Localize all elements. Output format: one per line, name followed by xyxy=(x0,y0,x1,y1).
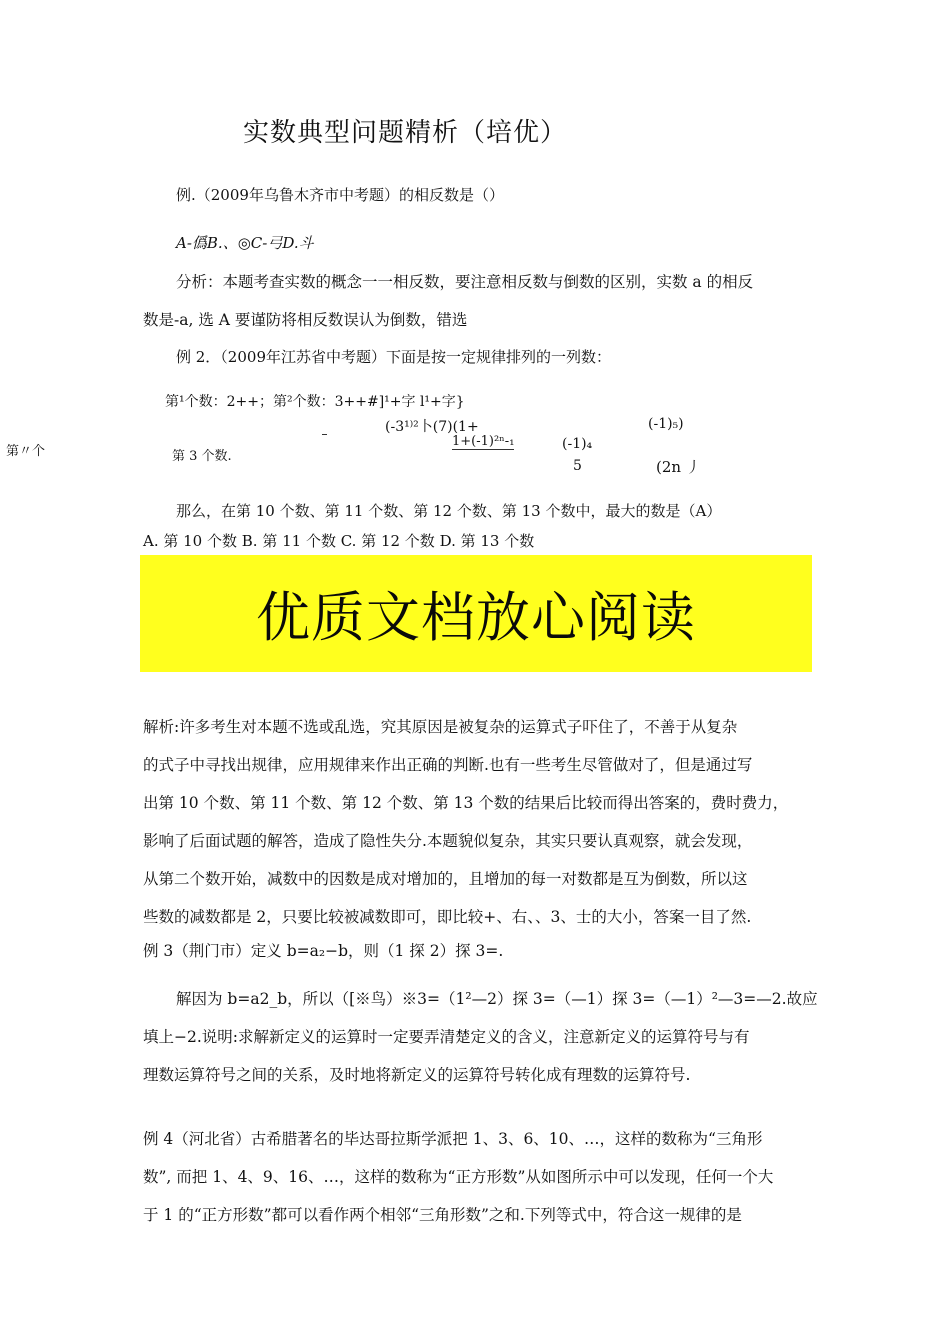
formula-fragment: (2n 丿 xyxy=(656,458,701,476)
example-2-choices: A. 第 10 个数 B. 第 11 个数 C. 第 12 个数 D. 第 13 个数 xyxy=(143,532,535,550)
banner-text: 优质文档放心阅读 xyxy=(256,586,696,649)
minus-sign xyxy=(322,434,327,435)
ex3-solution-line: 解因为 b=a2_b，所以（[※鸟）※3=（1²—2）探 3=（—1）探 3=（—1）²—3=—2.故应 xyxy=(176,990,818,1008)
quality-banner xyxy=(140,555,812,672)
ex4-line: 例 4（河北省）古希腊著名的毕达哥拉斯学派把 1、3、6、10、…，这样的数称为“三角形 xyxy=(143,1130,763,1148)
formula-fragment: (-3¹⁾²卜(7)(1+ xyxy=(385,419,479,435)
formula-fragment: 5 xyxy=(573,458,582,474)
solution-paragraph xyxy=(143,708,815,966)
example-3-solution xyxy=(143,980,818,1094)
sequence-line-1: 第¹个数：2++；第²个数：3++#]¹+字 l¹+字} xyxy=(165,394,465,410)
solution-line: 些数的减数都是 2，只要比较被减数即可，即比较+、右、、3、士的大小，答案一目了然. xyxy=(143,908,752,926)
example-1-question: 例.（2009年乌鲁木齐市中考题）的相反数是（） xyxy=(176,186,504,204)
example-3-question: 例 3（荆门市）定义 b=a₂−b，则（1 探 2）探 3=. xyxy=(143,942,504,960)
example-2-conclusion: 那么，在第 10 个数、第 11 个数、第 12 个数、第 13 个数中，最大的数是（A） xyxy=(176,502,722,520)
ex4-line: 数”, 而把 1、4、9、16、…，这样的数称为“正方形数”从如图所示中可以发现，任何一个大 xyxy=(143,1168,774,1186)
page-title: 实数典型问题精析（培优） xyxy=(243,118,568,148)
third-number-label: 第 3 个数. xyxy=(172,449,232,464)
solution-line: 的式子中寻找出规律，应用规律来作出正确的判断.也有一些考生尽管做对了，但是通过写 xyxy=(143,756,753,774)
example-4-paragraph xyxy=(143,1120,815,1234)
formula-fragment: (-1)₅) xyxy=(648,416,684,432)
analysis-line: 数是-a, 选 A 要谨防将相反数误认为倒数，错选 xyxy=(143,311,468,329)
solution-line: 从第二个数开始，减数中的因数是成对增加的，且增加的每一对数都是互为倒数，所以这 xyxy=(143,870,748,888)
ex3-solution-line: 理数运算符号之间的关系，及时地将新定义的运算符号转化成有理数的运算符号. xyxy=(143,1066,691,1084)
example-1-options: A-僞B.、◎C-弓D.斗 xyxy=(176,234,314,252)
ex4-line: 于 1 的“正方形数”都可以看作两个相邻“三角形数”之和.下列等式中，符合这一规律的是 xyxy=(143,1206,742,1224)
analysis-line: 分析：本题考查实数的概念一一相反数，要注意相反数与倒数的区别，实数 a 的相反 xyxy=(176,273,754,291)
solution-line: 影响了后面试题的解答，造成了隐性失分.本题貌似复杂，其实只要认真观察，就会发现， xyxy=(143,832,753,850)
formula-fragment: 1+(-1)²ⁿ-₁ xyxy=(452,434,515,449)
example-2-question: 例 2．（2009年江苏省中考题）下面是按一定规律排列的一列数： xyxy=(176,348,611,366)
example-1-analysis xyxy=(143,263,815,339)
formula-fragment: (-1)₄ xyxy=(562,436,593,452)
solution-line: 出第 10 个数、第 11 个数、第 12 个数、第 13 个数的结果后比较而得出答案的，费时费力， xyxy=(143,794,789,812)
ex3-solution-line: 填上−2.说明:求解新定义的运算时一定要弄清楚定义的含义，注意新定义的运算符号与有 xyxy=(143,1028,750,1046)
solution-line: 解析:许多考生对本题不选或乱选，究其原因是被复杂的运算式子吓住了，不善于从复杂 xyxy=(143,718,738,736)
margin-label: 第〃个 xyxy=(6,444,46,459)
